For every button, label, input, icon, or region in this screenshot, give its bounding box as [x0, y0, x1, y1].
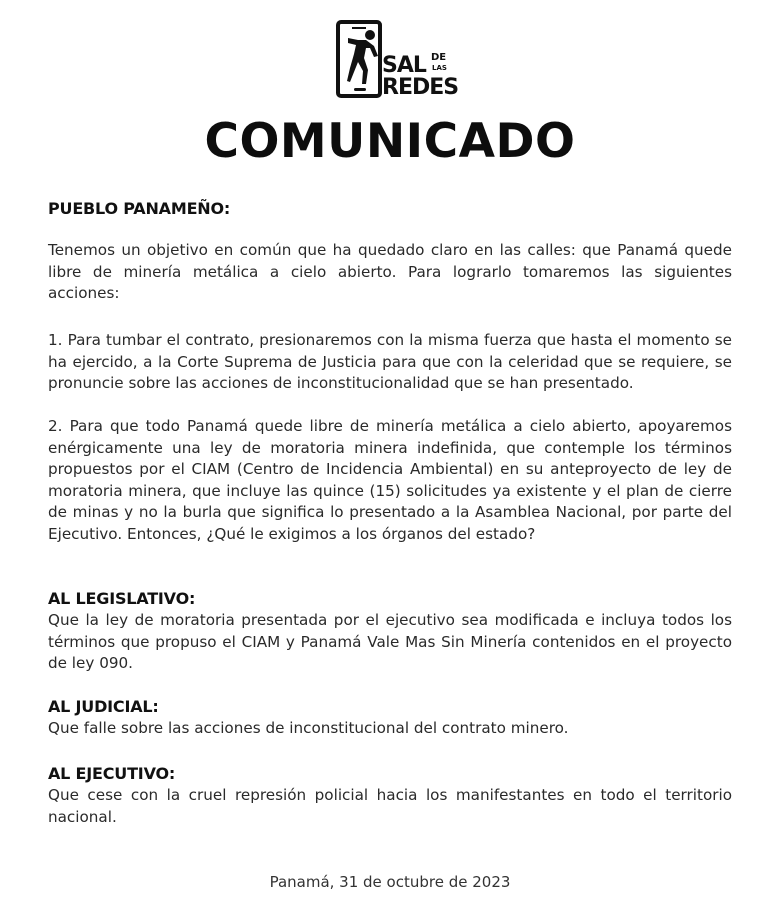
- logo-text-redes: REDES: [382, 75, 459, 100]
- legislativo-heading: AL LEGISLATIVO:: [48, 589, 196, 608]
- judicial-paragraph: Que falle sobre las acciones de inconstitucional del contrato minero.: [48, 719, 569, 737]
- ejecutivo-heading: AL EJECUTIVO:: [48, 764, 176, 783]
- salutation-heading: PUEBLO PANAMEÑO:: [48, 199, 231, 218]
- point-1-paragraph: 1. Para tumbar el contrato, presionaremos con la misma fuerza que hasta el momento se ha ejercido, a la Corte Suprema de Justicia para que con la celeridad que se requiere, se pronuncie sobre las acciones de inconstitucionalidad que se han presentado.: [48, 331, 732, 393]
- phone-icon: [336, 20, 382, 98]
- intro-paragraph: Tenemos un objetivo en común que ha quedado claro en las calles: que Panamá quede libre de minería metálica a cielo abierto. Para lograrlo tomaremos las siguientes acciones:: [48, 241, 732, 303]
- date-footer: Panamá, 31 de octubre de 2023: [269, 873, 511, 891]
- falling-person-icon: [344, 26, 382, 92]
- ejecutivo-paragraph: Que cese con la cruel represión policial hacia los manifestantes en todo el territorio nacional.: [48, 786, 732, 826]
- page-title: COMUNICADO: [204, 114, 576, 169]
- sal-de-las-redes-logo: [336, 20, 459, 100]
- logo-text-de: DE: [431, 52, 447, 63]
- logo-text-las: LAS: [432, 64, 447, 72]
- judicial-heading: AL JUDICIAL:: [48, 697, 159, 716]
- legislativo-paragraph: Que la ley de moratoria presentada por el ejecutivo sea modificada e incluya todos los términos que propuso el CIAM y Panamá Vale Mas Sin Minería contenidos en el proyecto de ley 090.: [48, 611, 732, 673]
- point-2-paragraph: 2. Para que todo Panamá quede libre de minería metálica a cielo abierto, apoyaremos enérgicamente una ley de moratoria minera indefinida, que contemple los términos propuestos por el CIAM (Centro de Incidencia Ambiental) en su anteproyecto de ley de moratoria minera, que incluye las quince (15) solicitudes ya existente y el plan de cierre de minas y no la burla que significa lo presentado a la Asamblea Nacional, por parte del Ejecutivo. Entonces, ¿Qué le exigimos a los órganos del estado?: [48, 417, 732, 543]
- logo-text-sal: SAL: [382, 53, 426, 78]
